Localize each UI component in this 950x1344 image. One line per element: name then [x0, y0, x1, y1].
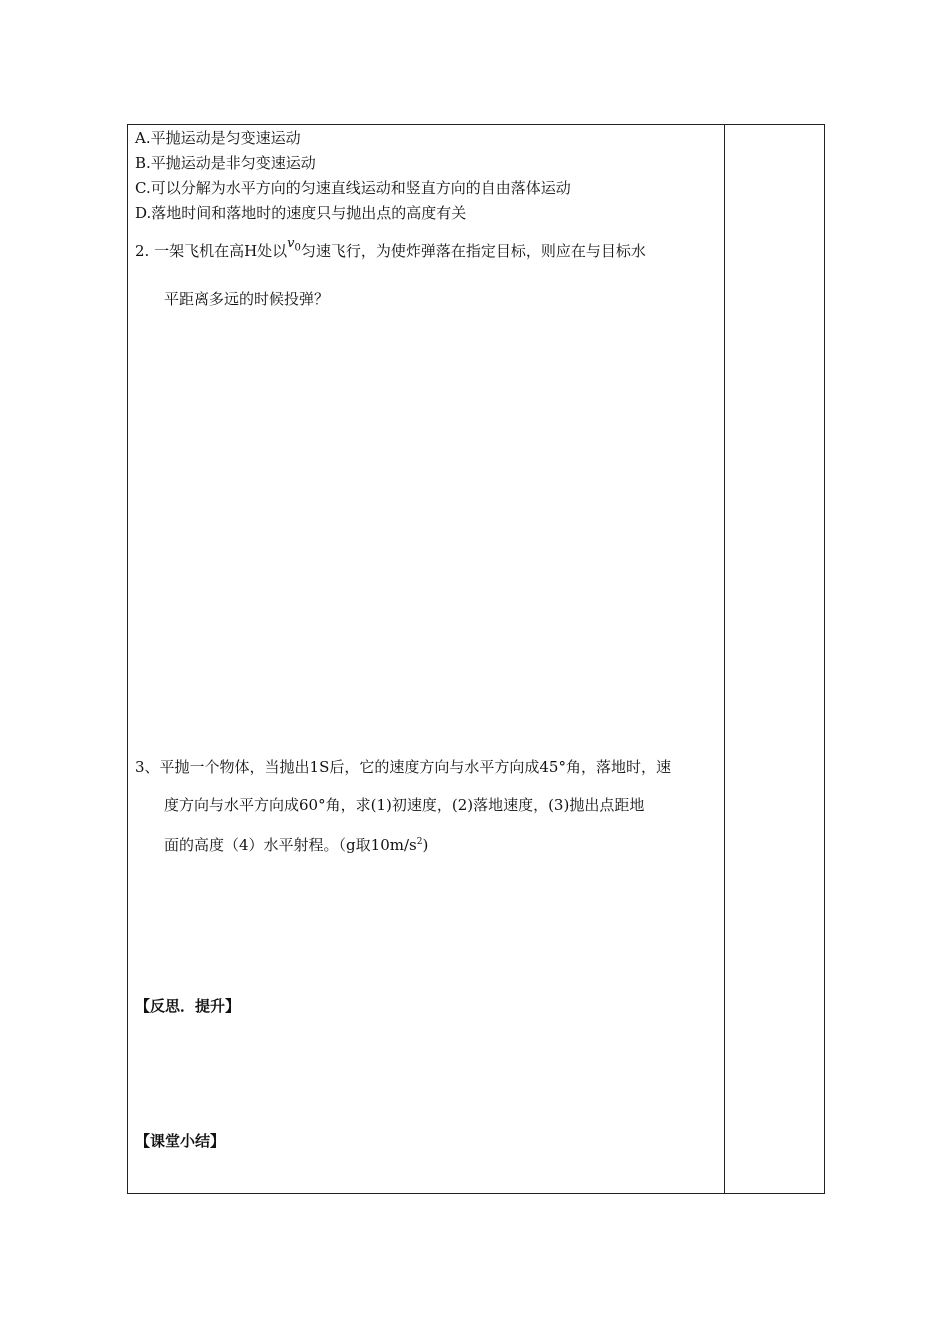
question-3-line-3-end: ): [422, 836, 429, 854]
question-3-line-1: 3、平抛一个物体，当抛出1S后，它的速度方向与水平方向成45°角，落地时，速: [135, 758, 671, 776]
option-d: D.落地时间和落地时的速度只与抛出点的高度有关: [135, 204, 467, 222]
question-2-line-1: [135, 236, 646, 268]
question-3-line-3-main: 面的高度（4）水平射程。（g取10m/s: [164, 836, 417, 854]
question-2-suffix: 匀速飞行，为使炸弹落在指定目标，则应在与目标水: [300, 242, 646, 260]
v0-symbol: [287, 236, 301, 254]
question-3-line-3: [164, 832, 428, 855]
question-3-line-2: 度方向与水平方向成60°角，求(1)初速度，(2)落地速度，(3)抛出点距地: [164, 796, 645, 814]
question-2-line-2: 平距离多远的时候投弹？: [164, 290, 330, 308]
v-symbol: v: [287, 236, 295, 251]
option-a: A.平抛运动是匀变速运动: [135, 129, 301, 147]
exponent: 2: [416, 837, 423, 847]
option-c: C.可以分解为水平方向的匀速直线运动和竖直方向的自由落体运动: [135, 179, 571, 197]
worksheet-table: [127, 124, 825, 1194]
question-2-prefix: 2. 一架飞机在高H处以: [135, 242, 288, 260]
summary-heading: 【课堂小结】: [135, 1132, 226, 1150]
column-divider: [724, 125, 725, 1193]
option-b: B.平抛运动是非匀变速运动: [135, 154, 316, 172]
v-subscript: 0: [294, 242, 301, 254]
reflection-heading: 【反思．提升】: [135, 997, 241, 1015]
